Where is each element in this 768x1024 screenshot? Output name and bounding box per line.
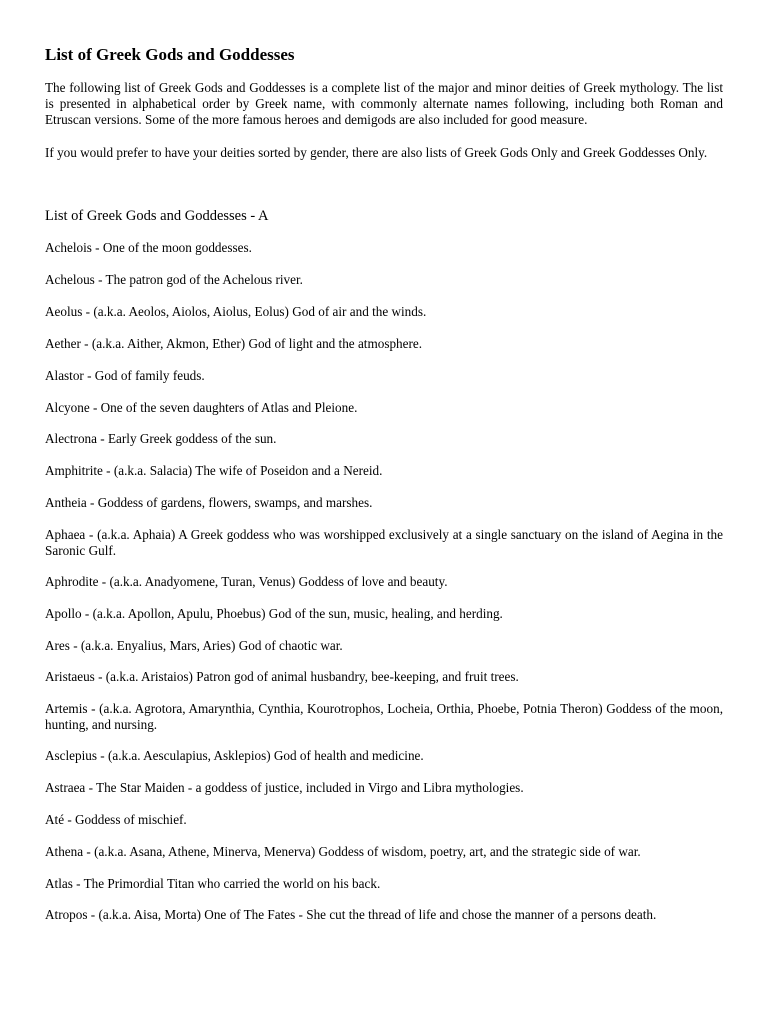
deity-entry-athena: Athena - (a.k.a. Asana, Athene, Minerva, Menerva) Goddess of wisdom, poetry, art, and the strategic side of war. [45, 844, 641, 859]
deity-entry-aphaea: Aphaea - (a.k.a. Aphaia) A Greek goddess who was worshipped exclusively at a single sanctuary on the island of Aegina in the Saronic Gulf. [45, 527, 723, 558]
intro-paragraph-2: If you would prefer to have your deities sorted by gender, there are also lists of Greek Gods Only and Greek Goddesses Only. [45, 145, 708, 160]
deity-entry-ares: Ares - (a.k.a. Enyalius, Mars, Aries) God of chaotic war. [45, 638, 343, 653]
deity-entry-apollo: Apollo - (a.k.a. Apollon, Apulu, Phoebus) God of the sun, music, healing, and herding. [45, 606, 503, 621]
deity-entry-astraea: Astraea - The Star Maiden - a goddess of justice, included in Virgo and Libra mythologies. [45, 780, 524, 795]
deity-entry-achelois: Achelois - One of the moon goddesses. [45, 240, 252, 255]
deity-entry-aristaeus: Aristaeus - (a.k.a. Aristaios) Patron god of animal husbandry, bee-keeping, and fruit trees. [45, 669, 519, 684]
deity-entry-amphitrite: Amphitrite - (a.k.a. Salacia) The wife of Poseidon and a Nereid. [45, 463, 383, 478]
deity-entry-alectrona: Alectrona - Early Greek goddess of the sun. [45, 431, 277, 446]
deity-entry-alastor: Alastor - God of family feuds. [45, 368, 205, 383]
deity-entry-aether: Aether - (a.k.a. Aither, Akmon, Ether) God of light and the atmosphere. [45, 336, 423, 351]
deity-entry-achelous: Achelous - The patron god of the Achelous river. [45, 272, 303, 287]
deity-entry-aphrodite: Aphrodite - (a.k.a. Anadyomene, Turan, Venus) Goddess of love and beauty. [45, 574, 448, 589]
intro-paragraph-1: The following list of Greek Gods and Goddesses is a complete list of the major and minor deities of Greek mythology. The list is presented in alphabetical order by Greek name, with commonly alternate names following, including both Roman and Etruscan versions. Some of the more famous heroes and demigods are also included for good measure. [45, 80, 723, 127]
section-heading: List of Greek Gods and Goddesses - A [45, 208, 269, 224]
deity-entry-antheia: Antheia - Goddess of gardens, flowers, swamps, and marshes. [45, 495, 373, 510]
deity-entry-alcyone: Alcyone - One of the seven daughters of Atlas and Pleione. [45, 400, 358, 415]
deity-entry-atlas: Atlas - The Primordial Titan who carried the world on his back. [45, 876, 381, 891]
deity-entry-atropos: Atropos - (a.k.a. Aisa, Morta) One of The Fates - She cut the thread of life and chose the manner of a persons death. [45, 907, 657, 922]
deity-entry-aeolus: Aeolus - (a.k.a. Aeolos, Aiolos, Aiolus, Eolus) God of air and the winds. [45, 304, 427, 319]
page-title: List of Greek Gods and Goddesses [45, 45, 295, 64]
deity-entry-artemis: Artemis - (a.k.a. Agrotora, Amarynthia, Cynthia, Kourotrophos, Locheia, Orthia, Phoebe, Potnia Theron) Goddess of the moon, hunting, and nursing. [45, 701, 723, 732]
deity-entry-ate: Até - Goddess of mischief. [45, 812, 187, 827]
deity-entry-asclepius: Asclepius - (a.k.a. Aesculapius, Asklepios) God of health and medicine. [45, 748, 424, 763]
